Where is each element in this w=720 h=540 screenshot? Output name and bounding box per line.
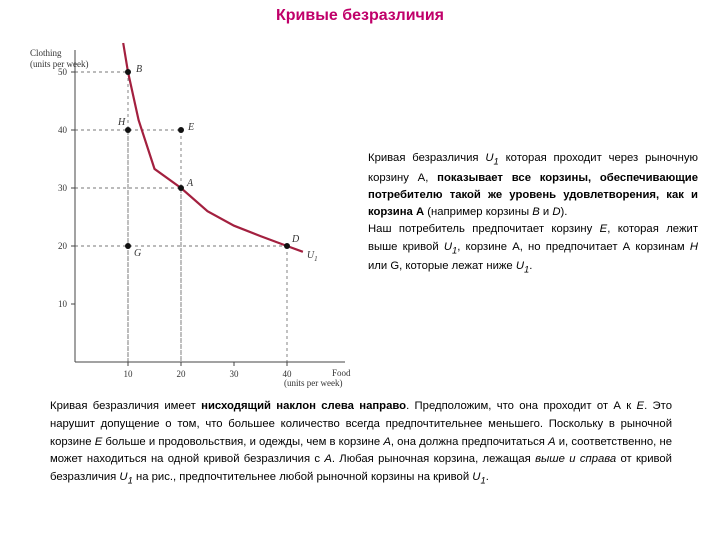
text: , которая лежит выше кривой	[368, 223, 698, 253]
text: B	[532, 206, 540, 219]
point-label-h: H	[118, 117, 126, 128]
text: E	[636, 400, 645, 412]
text: Наш потребитель предпочитает корзину	[368, 223, 600, 236]
bundle-points	[117, 64, 300, 259]
text: U	[515, 260, 525, 273]
text: 1	[451, 243, 458, 255]
point-e	[178, 127, 184, 133]
guide-lines	[75, 72, 287, 362]
x-tick-label: 30	[229, 369, 239, 379]
y-tick-label: 30	[58, 183, 67, 193]
text: . Предположим, что она проходит от А к	[406, 400, 637, 412]
bottom-description	[50, 398, 672, 489]
text: ).	[560, 206, 568, 219]
point-label-g: G	[134, 248, 142, 259]
text: U	[485, 152, 494, 164]
text: . Это нарушит допущение о том, что большее количество всегда предпочтительнее меньшего. Поскольку в рыночной корзине	[50, 400, 672, 448]
text: от кривой безразличия	[50, 453, 672, 484]
text: , корзине А, но предпочитает А корзинам	[457, 240, 690, 253]
x-tick-label: 40	[282, 369, 292, 379]
text: .	[485, 471, 489, 484]
point-g	[125, 243, 131, 249]
text: , она должна предпочитаться	[390, 435, 549, 448]
text: .	[529, 260, 533, 273]
point-b	[125, 69, 131, 75]
point-label-a: A	[187, 178, 194, 189]
y-tick-label: 20	[58, 241, 67, 251]
y-tick-label: 10	[58, 299, 67, 309]
text: U	[443, 240, 452, 253]
text: E	[599, 223, 608, 236]
right-paragraph-1	[368, 150, 698, 221]
point-label-b: B	[136, 64, 143, 75]
curve-u1	[123, 43, 303, 252]
text: которая проходит через рыночную корзину А,	[368, 152, 698, 184]
x-axis-label-line2: (units per week)	[284, 378, 343, 388]
right-paragraph-2	[368, 221, 698, 277]
text: D	[552, 206, 561, 219]
point-label-e: E	[188, 122, 195, 133]
point-h	[125, 127, 131, 133]
text: Кривая безразличия	[368, 152, 486, 164]
text: нисходящий наклон слева направо	[201, 400, 407, 412]
text: 1	[127, 474, 133, 486]
y-tick-label: 40	[58, 125, 67, 135]
text: А	[383, 435, 391, 448]
bottom-paragraph	[50, 398, 672, 489]
text: и	[539, 206, 553, 219]
curve-label-u1: $U_1$	[306, 249, 318, 263]
text: 1	[493, 155, 499, 167]
text: E	[94, 435, 103, 448]
x-axis-label-line1: Food	[332, 368, 351, 378]
slide-title: Кривые безразличия	[275, 7, 445, 24]
text: (например корзины	[424, 206, 533, 219]
text: U	[472, 471, 481, 484]
text: больше и продовольствия, и одежды, чем в корзине	[102, 435, 384, 448]
text: . Любая рыночная корзина, лежащая	[331, 453, 536, 466]
y-tick-label: 50	[58, 67, 67, 77]
right-description	[368, 150, 698, 278]
text: показывает все корзины, обеспечивающие потребителю такой же уровень удовлетворения, как и корзина А	[368, 171, 699, 219]
point-a	[178, 185, 184, 191]
text: на рис., предпочтительнее любой рыночной корзины на кривой	[132, 471, 473, 484]
y-axis-label-line1: Clothing	[30, 48, 62, 58]
text: U	[119, 471, 128, 484]
text: или G, которые лежат ниже	[368, 260, 516, 273]
text: 1	[480, 474, 486, 486]
x-tick-label: 10	[123, 369, 133, 379]
text: и, соответственно, не может находиться на одной кривой безразличия с	[50, 435, 672, 466]
text: H	[689, 240, 699, 253]
text: Кривая безразличия имеет	[50, 400, 202, 412]
text: А	[324, 453, 332, 466]
text: А	[548, 435, 556, 448]
axis-ticks	[58, 67, 292, 379]
x-tick-label: 20	[176, 369, 186, 379]
point-d	[284, 243, 290, 249]
text: 1	[524, 263, 530, 275]
text: выше и справа	[535, 453, 617, 466]
point-label-d: D	[292, 234, 300, 245]
y-axis-label-line2: (units per week)	[30, 59, 89, 69]
